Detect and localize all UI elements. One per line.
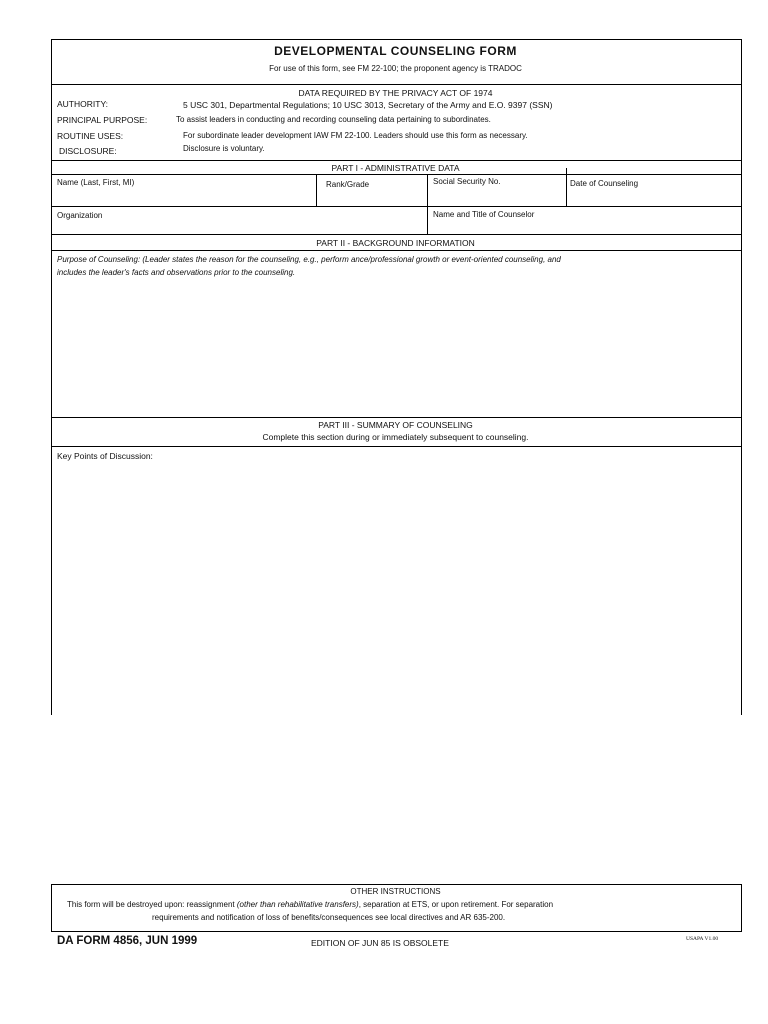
form-frame xyxy=(51,39,742,715)
authority-label: AUTHORITY: xyxy=(57,99,109,109)
authority-text: 5 USC 301, Departmental Regulations; 10 USC 3013, Secretary of the Army and E.O. 9397 (SSN) xyxy=(183,100,553,110)
ssn-field-label: Social Security No. xyxy=(433,177,501,186)
part3-subheading: Complete this section during or immediately subsequent to counseling. xyxy=(262,432,529,442)
disclosure-text: Disclosure is voluntary. xyxy=(183,144,265,153)
part3-heading: PART III - SUMMARY OF COUNSELING xyxy=(318,420,473,430)
part2-heading: PART II - BACKGROUND INFORMATION xyxy=(316,238,475,248)
purpose-instructions-line1: Purpose of Counseling: (Leader states the reason for the counseling, e.g., perform ance/professional growth or event-oriented counseling, and xyxy=(57,255,561,264)
routine-uses-text: For subordinate leader development IAW FM 22-100. Leaders should use this form as necessary. xyxy=(183,131,528,140)
instruction-text: , separation at ETS, or upon retirement. For separation xyxy=(358,900,554,909)
divider xyxy=(51,250,741,251)
name-field-label: Name (Last, First, MI) xyxy=(57,178,135,187)
divider xyxy=(316,174,317,206)
divider xyxy=(51,160,741,161)
divider xyxy=(427,174,428,234)
counselor-field-label: Name and Title of Counselor xyxy=(433,210,535,219)
rank-field-label: Rank/Grade xyxy=(326,180,370,189)
key-points-label: Key Points of Discussion: xyxy=(57,451,153,461)
divider xyxy=(566,168,567,206)
principal-purpose-text: To assist leaders in conducting and recording counseling data pertaining to subordinates. xyxy=(176,115,491,124)
divider xyxy=(51,417,741,418)
other-instructions-heading: OTHER INSTRUCTIONS xyxy=(350,887,441,896)
organization-field-label: Organization xyxy=(57,211,103,220)
privacy-heading: DATA REQUIRED BY THE PRIVACY ACT OF 1974 xyxy=(298,88,493,98)
version-stamp: USAPA V1.00 xyxy=(686,936,719,942)
other-instructions-line2: requirements and notification of loss of benefits/consequences see local directives and AR 635-200. xyxy=(152,913,506,922)
other-instructions-line1 xyxy=(67,900,553,909)
form-subtitle: For use of this form, see FM 22-100; the proponent agency is TRADOC xyxy=(269,64,522,73)
divider xyxy=(51,174,741,175)
instruction-text: This form will be destroyed upon: reassignment xyxy=(67,900,237,909)
date-field-label: Date of Counseling xyxy=(570,179,639,188)
divider xyxy=(51,446,741,447)
divider xyxy=(51,234,741,235)
form-number: DA FORM 4856, JUN 1999 xyxy=(57,935,198,947)
edition-note: EDITION OF JUN 85 IS OBSOLETE xyxy=(311,938,449,948)
divider xyxy=(51,84,741,85)
disclosure-label: DISCLOSURE: xyxy=(59,146,117,156)
routine-uses-label: ROUTINE USES: xyxy=(57,131,124,141)
divider xyxy=(51,206,741,207)
instruction-text-italic: (other than rehabilitative transfers) xyxy=(236,900,359,909)
purpose-instructions-line2: includes the leader's facts and observations prior to the counseling. xyxy=(57,268,296,277)
form-title: DEVELOPMENTAL COUNSELING FORM xyxy=(274,44,517,58)
principal-purpose-label: PRINCIPAL PURPOSE: xyxy=(57,115,148,125)
part1-heading: PART I - ADMINISTRATIVE DATA xyxy=(331,163,460,173)
